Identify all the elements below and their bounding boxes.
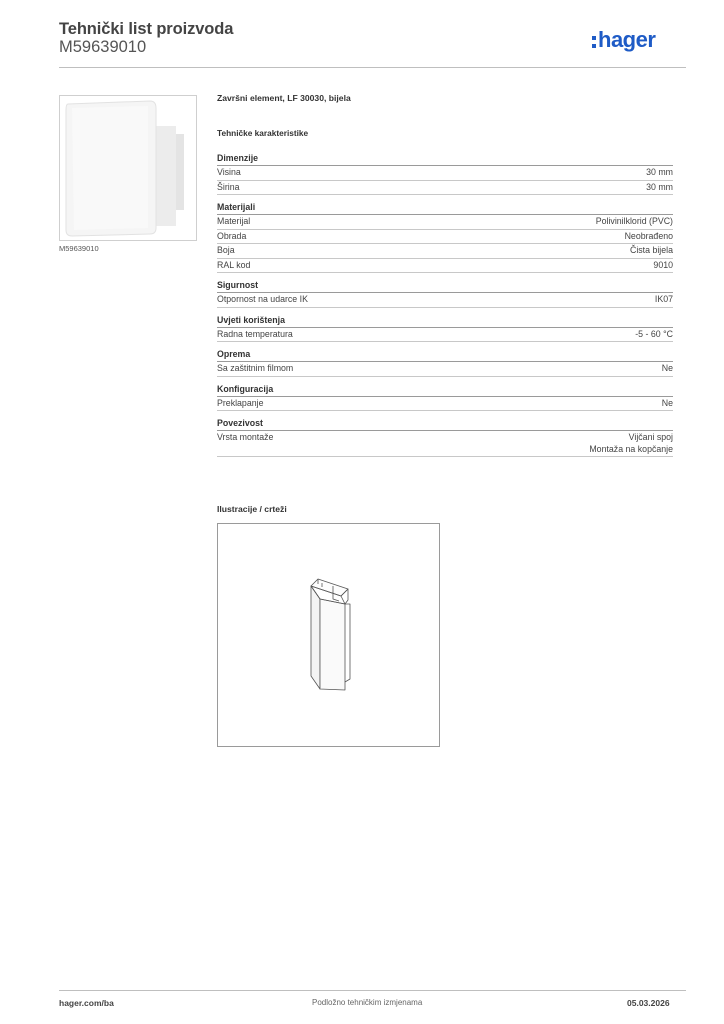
footer-date: 05.03.2026: [627, 998, 670, 1008]
spec-value: [662, 363, 673, 375]
spec-row: [217, 259, 673, 274]
spec-label: Visina: [217, 167, 241, 177]
hager-logo: [592, 27, 676, 61]
spec-row: [217, 293, 673, 308]
spec-section-title: Sigurnost: [217, 280, 673, 293]
spec-value-line: Vijčani spoj: [628, 432, 673, 442]
spec-value: [646, 167, 673, 179]
spec-value: [596, 216, 673, 228]
spec-value: [589, 432, 673, 455]
spec-section-title: Konfiguracija: [217, 384, 673, 397]
spec-value-line: Neobrađeno: [624, 230, 673, 241]
spec-row: [217, 328, 673, 343]
tech-characteristics-heading: Tehničke karakteristike: [217, 128, 309, 138]
spec-row: [217, 215, 673, 230]
footer-website: hager.com/ba: [59, 998, 114, 1008]
spec-row: [217, 181, 673, 196]
spec-row: [217, 244, 673, 259]
spec-value-line: 30 mm: [646, 181, 673, 192]
product-code: M59639010: [59, 38, 147, 56]
spec-section-title: Materijali: [217, 202, 673, 215]
illustration-frame: [217, 523, 440, 747]
product-photo: [59, 95, 197, 241]
header-divider: [59, 67, 686, 68]
spec-section-title: Uvjeti korištenja: [217, 315, 673, 328]
spec-value-line: Čista bijela: [629, 245, 673, 255]
footer-disclaimer: Podložno tehničkim izmjenama: [312, 998, 423, 1007]
spec-row: [217, 230, 673, 245]
spec-label: Radna temperatura: [217, 328, 293, 339]
spec-label: Obrada: [217, 230, 247, 241]
spec-label: Otpornost na udarce IK: [217, 294, 308, 304]
spec-section-title: Povezivost: [217, 418, 673, 431]
spec-section: [217, 280, 673, 308]
spec-value-line: 30 mm: [646, 167, 673, 177]
logo-dots: [592, 36, 597, 52]
spec-section: [217, 153, 673, 195]
spec-row: [217, 431, 673, 457]
spec-label: Vrsta montaže: [217, 432, 274, 442]
logo-wordmark: hager: [598, 27, 656, 52]
spec-section-title: Oprema: [217, 349, 673, 362]
spec-value: [625, 231, 673, 243]
spec-section: [217, 418, 673, 457]
spec-row: [217, 397, 673, 412]
spec-section: [217, 384, 673, 412]
spec-section: [217, 202, 673, 273]
spec-value-line: -5 - 60 °C: [635, 328, 673, 339]
end-cap-drawing-icon: [218, 524, 439, 746]
photo-caption: M59639010: [59, 244, 99, 253]
spec-label: RAL kod: [217, 259, 251, 270]
illustrations-heading: Ilustracije / crteži: [217, 504, 287, 514]
footer-divider: [59, 990, 686, 991]
spec-value-line: Polivinilklorid (PVC): [595, 216, 673, 226]
spec-value: [630, 245, 673, 257]
product-details: [217, 93, 673, 464]
spec-value-line: Ne: [661, 397, 673, 408]
product-name: Završni element, LF 30030, bijela: [217, 93, 351, 103]
spec-row: [217, 362, 673, 377]
spec-value: [635, 329, 673, 341]
spec-section: [217, 315, 673, 343]
page-title: Tehnički list proizvoda: [59, 20, 234, 38]
spec-sections: [217, 153, 673, 457]
spec-value-line: Ne: [661, 363, 673, 373]
end-cap-photo-icon: [60, 96, 196, 240]
spec-value-line: Montaža na kopčanje: [589, 443, 673, 454]
spec-row: [217, 166, 673, 181]
spec-value: [655, 294, 673, 306]
spec-label: Materijal: [217, 216, 251, 226]
spec-value: [662, 398, 673, 410]
spec-value: [646, 182, 673, 194]
spec-label: Boja: [217, 245, 235, 255]
spec-label: Širina: [217, 181, 240, 192]
spec-section: [217, 349, 673, 377]
spec-value-line: IK07: [654, 294, 673, 304]
spec-value: [653, 260, 673, 272]
spec-label: Preklapanje: [217, 397, 264, 408]
spec-value-line: 9010: [653, 259, 673, 270]
spec-section-title: Dimenzije: [217, 153, 673, 166]
spec-label: Sa zaštitnim filmom: [217, 363, 294, 373]
